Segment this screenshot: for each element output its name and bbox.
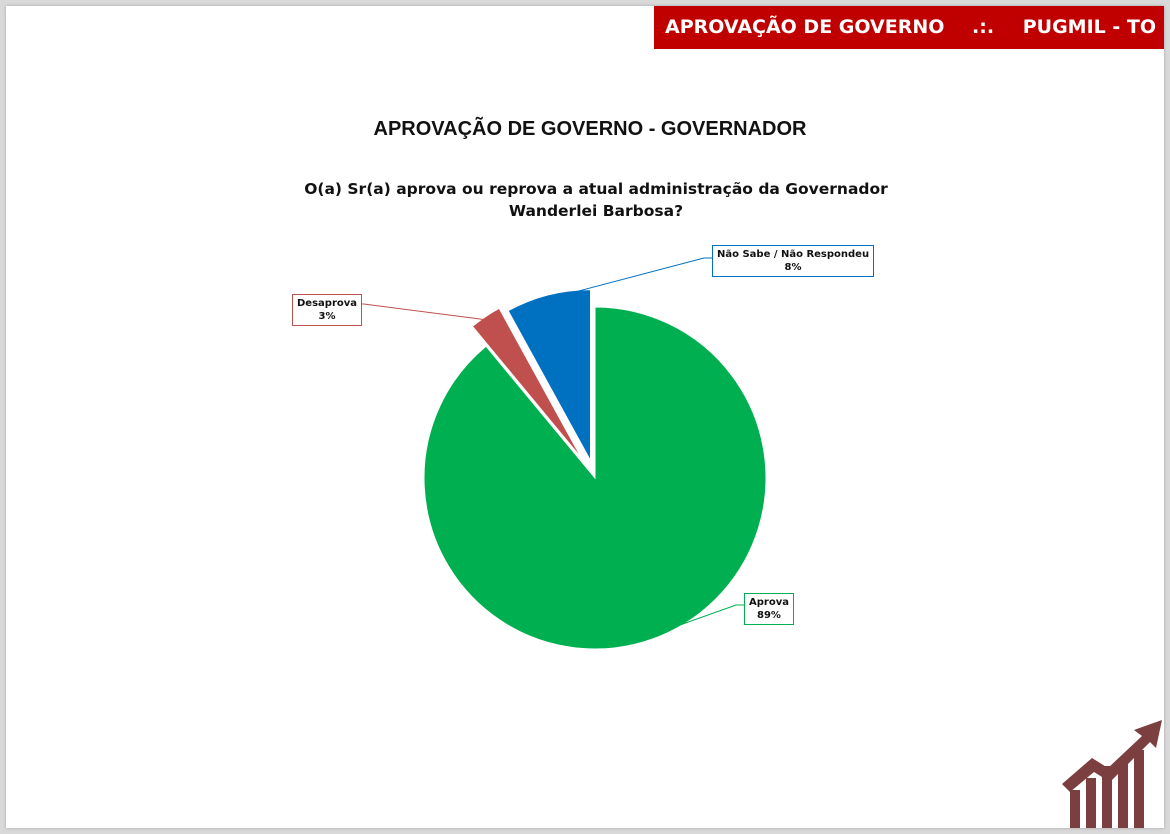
chart-title: APROVAÇÃO DE GOVERNO - GOVERNADOR xyxy=(373,118,807,140)
data-label-nao-sabe xyxy=(712,245,874,277)
header-separator: .:. xyxy=(972,16,995,38)
pie-slice-aprova xyxy=(424,307,766,649)
data-label-nao-sabe-name: Não Sabe / Não Respondeu xyxy=(717,249,870,260)
pie-slice-desaprova-leader-line xyxy=(356,304,488,320)
data-label-desaprova-name: Desaprova xyxy=(297,298,358,309)
data-label-nao-sabe-value: 8% xyxy=(784,262,802,273)
chart-subtitle: O(a) Sr(a) aprova ou reprova a atual administração da Governador Wanderlei Barbosa? xyxy=(304,180,888,220)
slide xyxy=(6,6,1164,828)
header-title: APROVAÇÃO DE GOVERNO xyxy=(665,16,945,38)
data-label-aprova xyxy=(744,593,794,625)
pie-chart xyxy=(6,6,1164,828)
header-location: PUGMIL - TO xyxy=(1022,16,1156,38)
data-label-aprova-name: Aprova xyxy=(749,597,789,608)
data-label-desaprova xyxy=(292,294,362,326)
data-label-aprova-value: 89% xyxy=(757,610,781,621)
bar-chart-growth-icon xyxy=(1062,720,1162,828)
pie-slice-nao-sabe-leader-line xyxy=(549,258,712,299)
data-label-desaprova-value: 3% xyxy=(318,311,336,322)
